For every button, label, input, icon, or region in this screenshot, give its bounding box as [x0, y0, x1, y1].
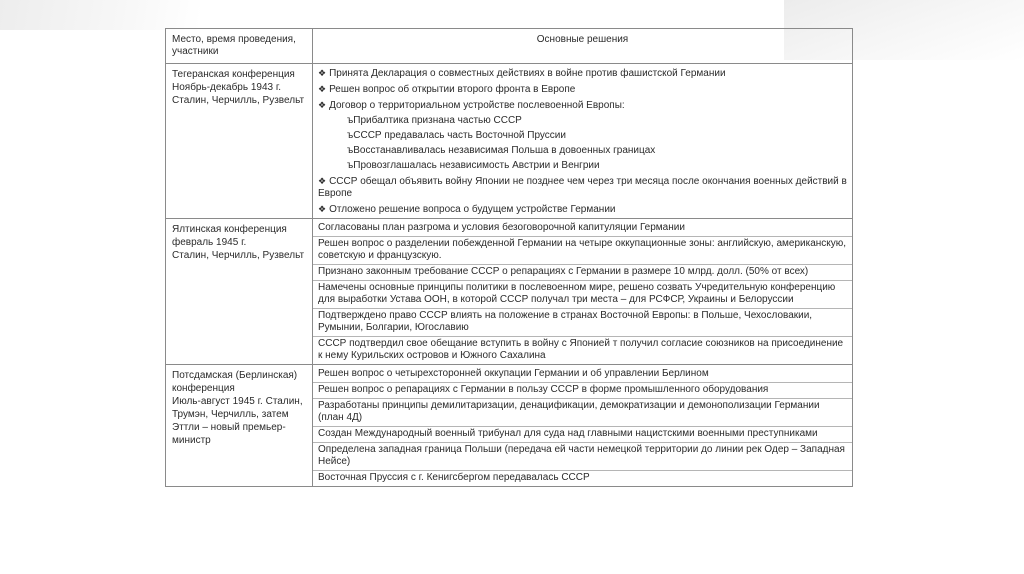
- list-subitem: ъПрибалтика признана частью СССР: [347, 115, 522, 126]
- tehran-decisions-cell: [313, 64, 853, 219]
- diamond-bullet-icon: ❖: [318, 176, 327, 186]
- header-place: Место, время проведения, участники: [166, 29, 313, 64]
- row-yalta: [166, 219, 853, 365]
- tehran-date: Ноябрь-декабрь 1943 г.: [172, 82, 282, 93]
- yalta-participants: Сталин, Черчилль, Рузвельт: [172, 250, 305, 261]
- header-decisions: Основные решения: [313, 29, 853, 64]
- list-item: ❖ Договор о территориальном устройстве послевоенной Европы:: [318, 100, 625, 111]
- yalta-place-cell: [166, 219, 313, 365]
- potsdam-decisions-cell: [313, 365, 853, 487]
- row-tehran: [166, 64, 853, 219]
- diamond-bullet-icon: ❖: [318, 68, 327, 78]
- list-item: Признано законным требование СССР о репарациях с Германии в размере 10 млрд. долл. (50% от всех): [313, 264, 852, 280]
- conferences-table: [165, 28, 853, 487]
- potsdam-place-cell: [166, 365, 313, 487]
- list-item: СССР подтвердил свое обещание вступить в войну с Японией т получил согласие союзников на присоединение к нему Курильских островов и Южного Сахалина: [313, 336, 852, 364]
- list-item: Согласованы план разгрома и условия безоговорочной капитуляции Германии: [318, 222, 685, 233]
- tehran-participants: Сталин, Черчилль, Рузвельт: [172, 95, 305, 106]
- diamond-bullet-icon: ❖: [318, 204, 327, 214]
- list-item: Восточная Пруссия с г. Кенигсбергом передавалась СССР: [313, 470, 852, 486]
- list-subitem: ъПровозглашалась независимость Австрии и Венгрии: [347, 160, 600, 171]
- list-item: ❖ Отложено решение вопроса о будущем устройстве Германии: [318, 204, 616, 215]
- list-subitem: ъСССР предавалась часть Восточной Пруссии: [347, 130, 566, 141]
- list-subitem: ъВосстанавливалась независимая Польша в довоенных границах: [347, 145, 656, 156]
- list-item: Решен вопрос о репарациях с Германии в пользу СССР в форме промышленного оборудования: [313, 382, 852, 398]
- sub-bullet-icon: ъ: [347, 145, 354, 156]
- diamond-bullet-icon: ❖: [318, 100, 327, 110]
- header-row: [166, 29, 853, 64]
- tehran-name: Тегеранская конференция: [172, 69, 295, 80]
- list-item: Решен вопрос о четырехсторонней оккупации Германии и об управлении Берлином: [318, 368, 709, 379]
- list-item: ❖ Принята Декларация о совместных действиях в войне против фашистской Германии: [318, 68, 726, 79]
- potsdam-name: Потсдамская (Берлинская) конференция: [172, 370, 298, 394]
- list-item: Определена западная граница Польши (передача ей части немецкой территории до линии рек Одер – Западная Нейсе): [313, 442, 852, 470]
- yalta-decisions-cell: [313, 219, 853, 365]
- row-potsdam: [166, 365, 853, 487]
- list-item: Подтверждено право СССР влиять на положение в странах Восточной Европы: в Польше, Чехословакии, Румынии, Болгарии, Югославию: [313, 308, 852, 336]
- sub-bullet-icon: ъ: [347, 130, 354, 141]
- potsdam-date-participants: Июль-август 1945 г. Сталин, Трумэн, Черчилль, затем Эттли – новый премьер-министр: [172, 396, 303, 446]
- decorative-corner-left: [0, 0, 200, 30]
- list-item: Намечены основные принципы политики в послевоенном мире, решено созвать Учредительную конференцию для выработки Устава ООН, в которой СССР получал три места – для РСФСР, Украины и Белоруссии: [313, 280, 852, 308]
- list-item: ❖ СССР обещал объявить войну Японии не позднее чем через три месяца после окончания военных действий в Европе: [318, 176, 847, 199]
- diamond-bullet-icon: ❖: [318, 84, 327, 94]
- list-item: Создан Международный военный трибунал для суда над главными нацистскими военными преступниками: [313, 426, 852, 442]
- list-item: Разработаны принципы демилитаризации, денацификации, демократизации и демонополизации Германии (план 4Д): [313, 398, 852, 426]
- tehran-place-cell: [166, 64, 313, 219]
- sub-bullet-icon: ъ: [347, 115, 354, 126]
- list-item: Решен вопрос о разделении побежденной Германии на четыре оккупационные зоны: английскую, американскую, советскую и французскую.: [313, 236, 852, 264]
- sub-bullet-icon: ъ: [347, 160, 354, 171]
- list-item: ❖ Решен вопрос об открытии второго фронта в Европе: [318, 84, 576, 95]
- yalta-name: Ялтинская конференция: [172, 224, 287, 235]
- yalta-date: февраль 1945 г.: [172, 237, 247, 248]
